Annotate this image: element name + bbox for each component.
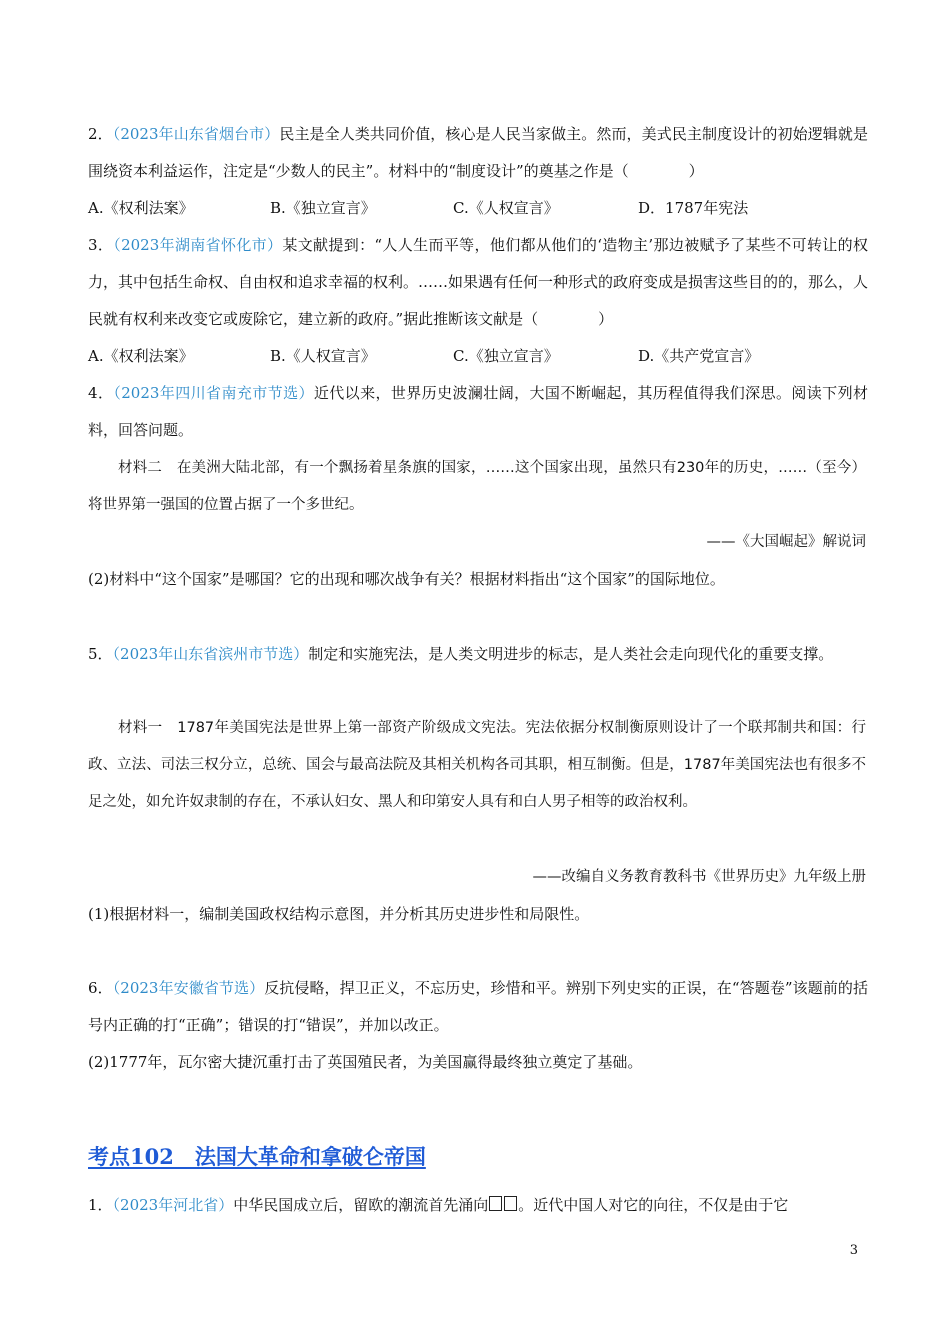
blank-box-icon — [504, 1196, 517, 1211]
question-text-start: 中华民国成立后，留欧的潮流首先涌向 — [233, 1196, 489, 1214]
material-2: 材料二 在美洲大陆北部，有一个飘扬着星条旗的国家，……这个国家出现，虽然只有230年的历史，……（至今）将世界第一强国的位置占据了一个多世纪。 — [88, 460, 866, 513]
option-c: C.《人权宣言》 — [453, 199, 559, 217]
sub-question: (1)根据材料一，编制美国政权结构示意图，并分析其历史进步性和局限性。 — [88, 905, 590, 923]
option-d: D．1787年宪法 — [638, 199, 749, 217]
sub-question: (2)材料中“这个国家”是哪国？它的出现和哪次战争有关？根据材料指出“这个国家”的国际地位。 — [88, 570, 725, 588]
question-text-end: 。近代中国人对它的向往，不仅是由于它 — [518, 1196, 789, 1214]
question-text: 制定和实施宪法，是人类文明进步的标志，是人类社会走向现代化的重要支撑。 — [308, 645, 834, 663]
question-source: （2023年河北省） — [112, 1196, 234, 1214]
question-source: （2023年四川省南充市节选） — [113, 384, 314, 402]
question-number: 2． — [88, 125, 113, 143]
question-text: 近代以来，世界历史波澜壮阔，大国不断崛起，其历程值得我们深思。阅读下列材料，回答问题。 — [88, 384, 868, 439]
section-question-1 — [88, 1187, 868, 1224]
question-4 — [88, 375, 868, 449]
question-2 — [88, 116, 868, 190]
option-b: B.《人权宣言》 — [270, 347, 376, 365]
question-number: 4． — [88, 384, 114, 402]
question-number: 1． — [88, 1196, 113, 1214]
question-source: （2023年山东省滨州市节选） — [112, 645, 309, 663]
question-2-options — [88, 190, 868, 227]
question-source: （2023年山东省烟台市） — [112, 125, 280, 143]
option-a: A.《权利法案》 — [88, 347, 194, 365]
question-source: （2023年安徽省节选） — [112, 979, 265, 997]
question-number: 6． — [88, 979, 113, 997]
question-number: 3． — [88, 236, 114, 254]
question-text: 某文献提到：“人人生而平等，他们都从他们的‘造物主’那边被赋予了某些不可转让的权力，其中包括生命权、自由权和追求幸福的权利。……如果遇有任何一种形式的政府变成是损害这些目的的，那么，人民就有权利来改变它或废除它，建立新的政府。”据此推断该文献是（ ） — [88, 236, 869, 328]
option-d: D.《共产党宣言》 — [638, 347, 760, 365]
question-6 — [88, 970, 868, 1044]
question-3 — [88, 227, 868, 338]
question-5 — [88, 636, 868, 673]
material-citation: ——《大国崛起》解说词 — [706, 534, 866, 550]
option-b: B.《独立宣言》 — [270, 199, 376, 217]
section-heading: 考点102 法国大革命和拿破仑帝国 — [88, 1144, 426, 1169]
question-3-options — [88, 338, 868, 375]
material-citation: ——改编自义务教育教科书《世界历史》九年级上册 — [532, 869, 866, 885]
sub-question: (2)1777年，瓦尔密大捷沉重打击了英国殖民者，为美国赢得最终独立奠定了基础。 — [88, 1053, 643, 1071]
question-text: 民主是全人类共同价值，核心是人民当家做主。然而，美式民主制度设计的初始逻辑就是围绕资本利益运作，注定是“少数人的民主”。材料中的“制度设计”的奠基之作是（ ） — [88, 125, 868, 180]
material-1: 材料一 1787年美国宪法是世界上第一部资产阶级成文宪法。宪法依据分权制衡原则设计了一个联邦制共和国：行政、立法、司法三权分立，总统、国会与最高法院及其相关机构各司其职，相互制衡。但是，1787年美国宪法也有很多不足之处，如允许奴隶制的存在，不承认妇女、黑人和印第安人具有和白人男子相等的政治权利。 — [88, 720, 866, 810]
page-number: 3 — [849, 1243, 858, 1258]
option-c: C.《独立宣言》 — [453, 347, 559, 365]
question-number: 5． — [88, 645, 113, 663]
question-source: （2023年湖南省怀化市） — [113, 236, 283, 254]
option-a: A.《权利法案》 — [88, 199, 194, 217]
question-text: 反抗侵略，捍卫正义，不忘历史，珍惜和平。辨别下列史实的正误，在“答题卷”该题前的括号内正确的打“正确”；错误的打“错误”，并加以改正。 — [88, 979, 868, 1034]
blank-box-icon — [489, 1196, 502, 1211]
